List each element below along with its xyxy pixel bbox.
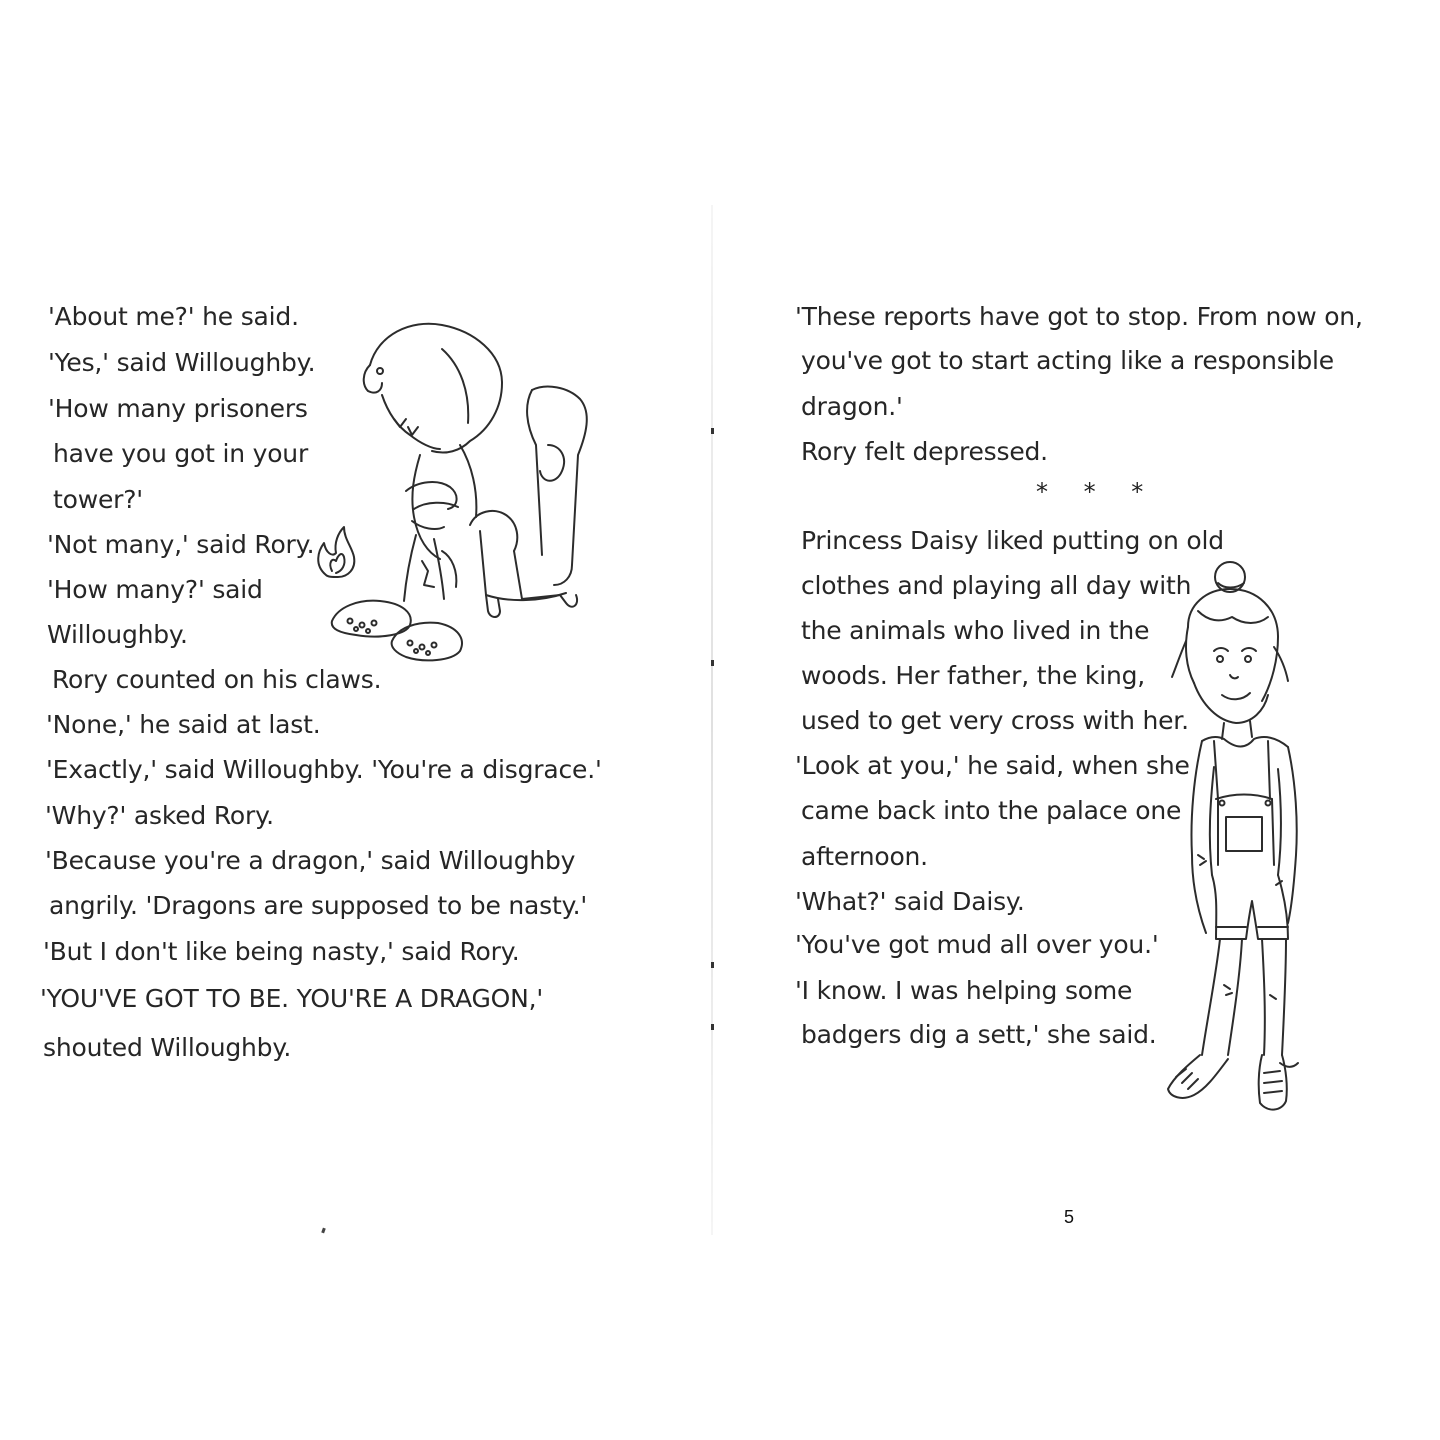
text-line: 'Exactly,' said Willoughby. 'You're a disgrace.'	[46, 755, 602, 784]
text-line: 'YOU'VE GOT TO BE. YOU'RE A DRAGON,'	[40, 984, 544, 1013]
scene-break: * * *	[1036, 478, 1158, 506]
text-line: badgers dig a sett,' she said.	[801, 1020, 1157, 1049]
text-line: 'None,' he said at last.	[46, 710, 321, 739]
text-line: 'About me?' he said.	[48, 302, 299, 331]
gutter-mark	[711, 660, 714, 666]
text-line: 'I know. I was helping some	[795, 976, 1133, 1005]
text-line: 'But I don't like being nasty,' said Rory.	[43, 937, 520, 966]
text-line: dragon.'	[801, 392, 903, 421]
text-line: Rory felt depressed.	[801, 437, 1048, 466]
dragon-in-armchair-illustration	[310, 295, 620, 675]
text-line: 'You've got mud all over you.'	[795, 930, 1159, 959]
text-line: Rory counted on his claws.	[52, 665, 382, 694]
text-line: have you got in your	[53, 439, 309, 468]
text-line: Willoughby.	[47, 620, 188, 649]
text-line: 'What?' said Daisy.	[795, 887, 1025, 916]
gutter-mark	[711, 962, 714, 968]
text-line: 'Look at you,' he said, when she	[795, 751, 1190, 780]
page-number: 5	[1064, 1207, 1075, 1227]
text-line: tower?'	[53, 485, 143, 514]
text-line: shouted Willoughby.	[43, 1033, 292, 1062]
text-line: afternoon.	[801, 842, 928, 871]
text-line: clothes and playing all day with	[801, 571, 1192, 600]
text-line: 'Yes,' said Willoughby.	[48, 348, 316, 377]
text-line: came back into the palace one	[801, 796, 1182, 825]
gutter-mark	[711, 1024, 714, 1030]
book-gutter	[711, 205, 713, 1235]
print-speck	[321, 1228, 326, 1234]
text-line: woods. Her father, the king,	[801, 661, 1146, 690]
text-line: 'Because you're a dragon,' said Willoughby	[45, 846, 576, 875]
text-line: angrily. 'Dragons are supposed to be nasty.'	[49, 891, 588, 920]
text-line: 'These reports have got to stop. From now on,	[795, 302, 1363, 331]
text-line: you've got to start acting like a responsible	[801, 346, 1334, 375]
text-line: used to get very cross with her.	[801, 706, 1189, 735]
girl-in-overalls-illustration	[1158, 555, 1318, 1120]
text-line: 'How many prisoners	[48, 394, 308, 423]
text-line: 'Why?' asked Rory.	[45, 801, 274, 830]
text-line: the animals who lived in the	[801, 616, 1150, 645]
text-line: 'Not many,' said Rory.	[47, 530, 315, 559]
text-line: Princess Daisy liked putting on old	[801, 526, 1224, 555]
text-line: 'How many?' said	[47, 575, 263, 604]
gutter-mark	[711, 428, 714, 434]
